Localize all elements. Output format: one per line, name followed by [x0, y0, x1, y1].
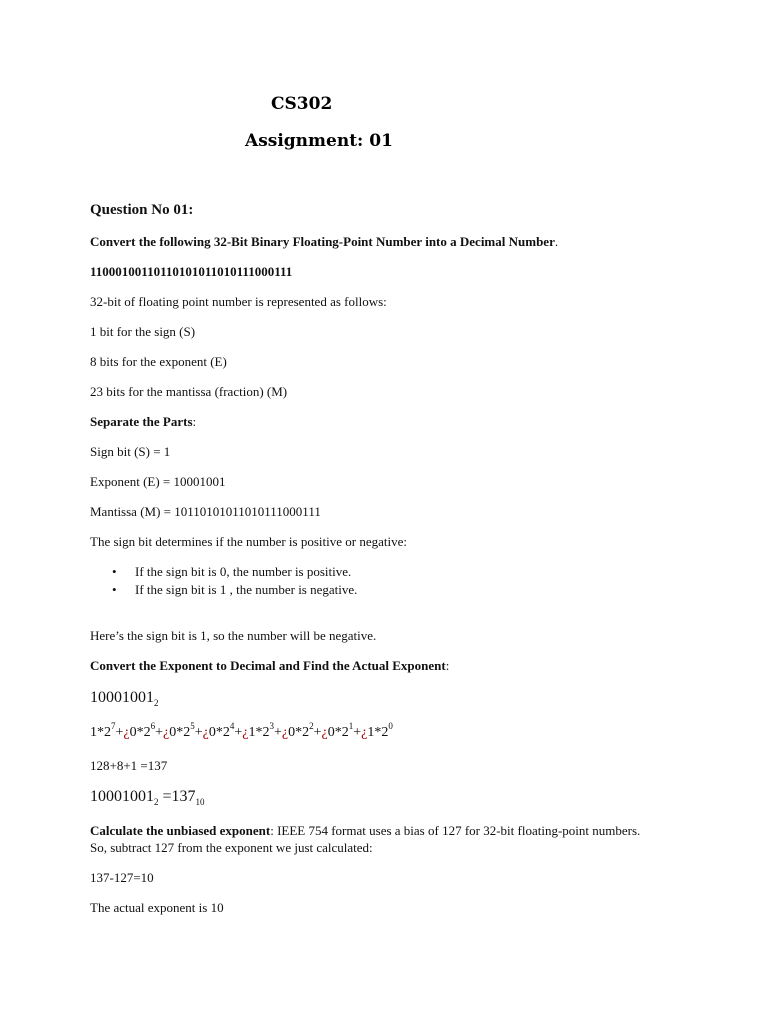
exponent-binary-digits: 10001001: [90, 689, 154, 706]
exponent-result: [90, 788, 205, 806]
expansion-marker: ¿: [361, 725, 368, 740]
exponent-value: Exponent (E) = 10001001: [90, 474, 226, 489]
question-heading: Question No 01:: [90, 202, 194, 218]
sign-rule-item: • If the sign bit is 1 , the number is negative.: [90, 581, 357, 599]
unbiased-text: : IEEE 754 format uses a bias of 127 for 32-bit floating-point numbers. So, subtract 127 from the exponent we just calculated:: [90, 823, 641, 855]
part-exponent: 8 bits for the exponent (E): [90, 354, 227, 369]
expansion-term-exponent: 1: [348, 721, 354, 731]
question-prompt-end: .: [554, 234, 559, 249]
exponent-result-base: 10: [195, 797, 205, 807]
sign-bit-value: Sign bit (S) = 1: [90, 444, 171, 459]
question-prompt: [90, 234, 558, 250]
expansion-marker: ¿: [281, 725, 289, 740]
unbiased-paragraph: [90, 822, 650, 856]
separate-heading: [90, 414, 196, 430]
exponent-result-eq: =137: [158, 788, 196, 805]
exponent-sum: 128+8+1 =137: [90, 758, 168, 773]
exponent-binary-base: 2: [154, 698, 159, 708]
exponent-binary: [90, 689, 159, 707]
expansion-term-exponent: 7: [111, 721, 116, 731]
expansion-term: 1*2: [90, 725, 111, 740]
expansion-plus: +: [353, 725, 362, 740]
expansion-marker: ¿: [123, 725, 130, 740]
format-intro: 32-bit of floating point number is represented as follows:: [90, 294, 387, 309]
expansion-plus: +: [234, 725, 243, 740]
expansion-marker: ¿: [163, 725, 170, 740]
part-sign: 1 bit for the sign (S): [90, 324, 196, 339]
expansion-term: 1*2: [248, 725, 270, 740]
expansion-marker: ¿: [202, 725, 209, 740]
unbiased-calc: 137-127=10: [90, 870, 154, 885]
expansion-plus: +: [274, 725, 282, 740]
expansion-plus: +: [155, 725, 164, 740]
expansion-term: 0*2: [129, 725, 151, 740]
expansion-term-exponent: 3: [269, 721, 274, 731]
expansion-plus: +: [313, 725, 322, 740]
actual-exponent: The actual exponent is 10: [90, 900, 224, 915]
question-prompt-bold: Convert the following 32-Bit Binary Floating-Point Number into a Decimal Number: [90, 234, 555, 249]
assignment-title: Assignment: 01: [245, 131, 393, 151]
sign-rule-intro: The sign bit determines if the number is positive or negative:: [90, 534, 407, 549]
exponent-heading: [90, 658, 449, 674]
exponent-result-lhs: 10001001: [90, 788, 154, 805]
expansion-plus: +: [115, 725, 124, 740]
expansion-term: 0*2: [169, 725, 191, 740]
exponent-result-lhs-base: 2: [154, 797, 159, 807]
exponent-expansion: [90, 721, 393, 741]
unbiased-heading-bold: Calculate the unbiased exponent: [90, 823, 271, 838]
expansion-term: 0*2: [327, 725, 349, 740]
expansion-term-exponent: 2: [309, 721, 314, 731]
expansion-term-exponent: 5: [190, 721, 195, 731]
sign-conclusion: Here’s the sign bit is 1, so the number will be negative.: [90, 628, 377, 643]
expansion-term-exponent: 6: [150, 721, 156, 731]
expansion-term: 1*2: [367, 725, 389, 740]
sign-rule-list: [90, 563, 357, 599]
part-mantissa: 23 bits for the mantissa (fraction) (M): [90, 384, 288, 399]
expansion-term: 0*2: [288, 725, 310, 740]
expansion-marker: ¿: [321, 725, 328, 740]
separate-heading-end: :: [192, 414, 197, 429]
mantissa-value: Mantissa (M) = 10110101011010111000111: [90, 504, 321, 519]
expansion-marker: ¿: [242, 725, 249, 740]
course-title: CS302: [271, 94, 333, 114]
expansion-plus: +: [194, 725, 203, 740]
exponent-heading-end: :: [445, 658, 450, 673]
expansion-term-exponent: 0: [388, 721, 393, 731]
binary-number: 11000100110110101011010111000111: [90, 264, 293, 279]
expansion-term-exponent: 4: [229, 721, 235, 731]
sign-rule-item: • If the sign bit is 0, the number is positive.: [90, 563, 357, 581]
separate-heading-bold: Separate the Parts: [90, 414, 193, 429]
exponent-heading-bold: Convert the Exponent to Decimal and Find the Actual Exponent: [90, 658, 446, 673]
expansion-term: 0*2: [208, 725, 230, 740]
